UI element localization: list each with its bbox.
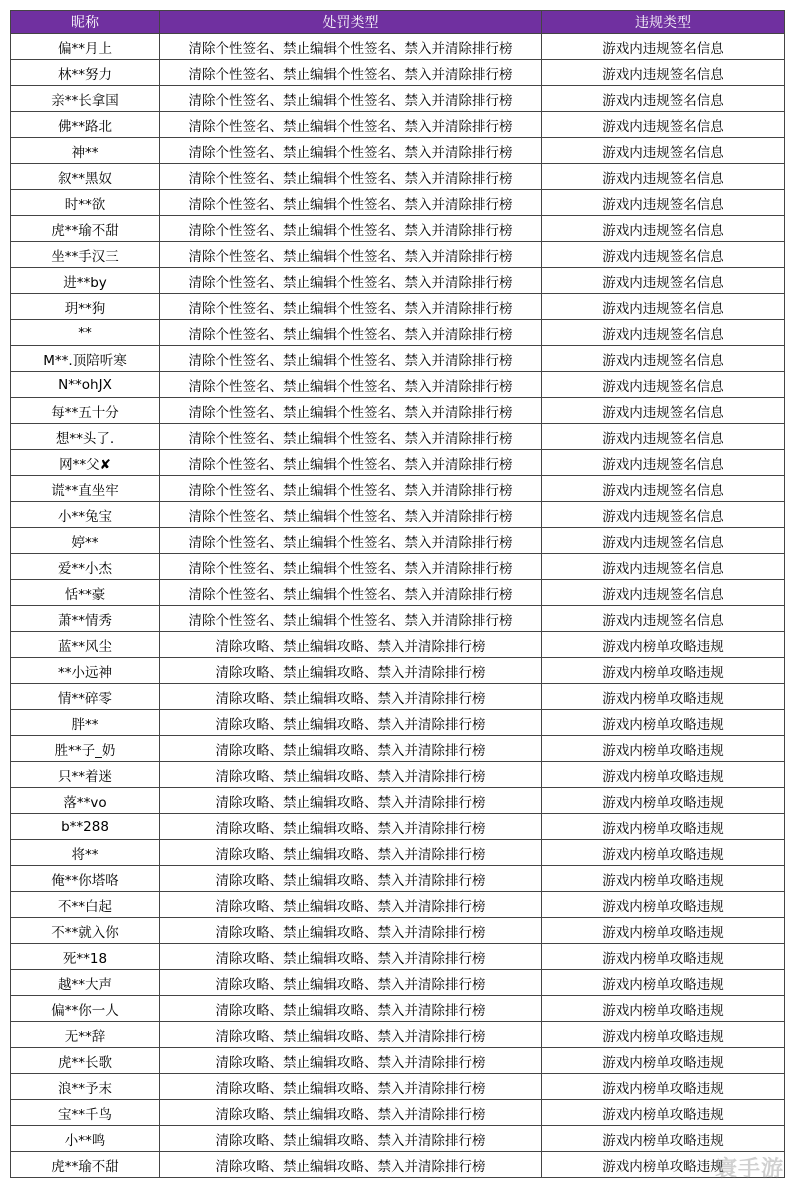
table-row bbox=[11, 190, 785, 216]
cell-penalty-type: 清除攻略、禁止编辑攻略、禁入并清除排行榜 bbox=[160, 658, 542, 684]
cell-penalty-type: 清除个性签名、禁止编辑个性签名、禁入并清除排行榜 bbox=[160, 424, 542, 450]
table-row bbox=[11, 164, 785, 190]
cell-nickname: 虎**瑜不甜 bbox=[11, 216, 160, 242]
cell-nickname: 只**着迷 bbox=[11, 762, 160, 788]
cell-nickname: 偏**月上 bbox=[11, 34, 160, 60]
cell-penalty-type: 清除攻略、禁止编辑攻略、禁入并清除排行榜 bbox=[160, 918, 542, 944]
table-row bbox=[11, 346, 785, 372]
table-row bbox=[11, 918, 785, 944]
cell-penalty-type: 清除攻略、禁止编辑攻略、禁入并清除排行榜 bbox=[160, 684, 542, 710]
cell-nickname: 想**头了. bbox=[11, 424, 160, 450]
cell-penalty-type: 清除攻略、禁止编辑攻略、禁入并清除排行榜 bbox=[160, 762, 542, 788]
cell-penalty-type: 清除攻略、禁止编辑攻略、禁入并清除排行榜 bbox=[160, 1048, 542, 1074]
cell-penalty-type: 清除个性签名、禁止编辑个性签名、禁入并清除排行榜 bbox=[160, 60, 542, 86]
cell-penalty-type: 清除个性签名、禁止编辑个性签名、禁入并清除排行榜 bbox=[160, 112, 542, 138]
table-row bbox=[11, 554, 785, 580]
cell-penalty-type: 清除攻略、禁止编辑攻略、禁入并清除排行榜 bbox=[160, 840, 542, 866]
cell-penalty-type: 清除个性签名、禁止编辑个性签名、禁入并清除排行榜 bbox=[160, 372, 542, 398]
table-row bbox=[11, 788, 785, 814]
cell-nickname: 林**努力 bbox=[11, 60, 160, 86]
cell-penalty-type: 清除攻略、禁止编辑攻略、禁入并清除排行榜 bbox=[160, 1074, 542, 1100]
table-row bbox=[11, 658, 785, 684]
cell-nickname: 不**白起 bbox=[11, 892, 160, 918]
cell-penalty-type: 清除个性签名、禁止编辑个性签名、禁入并清除排行榜 bbox=[160, 502, 542, 528]
table-row bbox=[11, 1152, 785, 1178]
table-row bbox=[11, 242, 785, 268]
cell-penalty-type: 清除个性签名、禁止编辑个性签名、禁入并清除排行榜 bbox=[160, 320, 542, 346]
cell-penalty-type: 清除个性签名、禁止编辑个性签名、禁入并清除排行榜 bbox=[160, 242, 542, 268]
cell-nickname: 越**大声 bbox=[11, 970, 160, 996]
cell-penalty-type: 清除个性签名、禁止编辑个性签名、禁入并清除排行榜 bbox=[160, 450, 542, 476]
cell-nickname: ** bbox=[11, 320, 160, 346]
table-row bbox=[11, 294, 785, 320]
cell-penalty-type: 清除个性签名、禁止编辑个性签名、禁入并清除排行榜 bbox=[160, 580, 542, 606]
table-row bbox=[11, 944, 785, 970]
cell-violation-type: 游戏内违规签名信息 bbox=[542, 476, 785, 502]
cell-nickname: 婷** bbox=[11, 528, 160, 554]
cell-violation-type: 游戏内违规签名信息 bbox=[542, 606, 785, 632]
cell-violation-type: 游戏内违规签名信息 bbox=[542, 372, 785, 398]
cell-violation-type: 游戏内榜单攻略违规 bbox=[542, 866, 785, 892]
table-row bbox=[11, 372, 785, 398]
cell-violation-type: 游戏内违规签名信息 bbox=[542, 294, 785, 320]
cell-nickname: 虎**长歌 bbox=[11, 1048, 160, 1074]
table-row bbox=[11, 34, 785, 60]
cell-violation-type: 游戏内榜单攻略违规 bbox=[542, 892, 785, 918]
cell-penalty-type: 清除个性签名、禁止编辑个性签名、禁入并清除排行榜 bbox=[160, 554, 542, 580]
cell-nickname: **小远神 bbox=[11, 658, 160, 684]
cell-penalty-type: 清除攻略、禁止编辑攻略、禁入并清除排行榜 bbox=[160, 1022, 542, 1048]
table-row bbox=[11, 268, 785, 294]
cell-nickname: 每**五十分 bbox=[11, 398, 160, 424]
cell-violation-type: 游戏内违规签名信息 bbox=[542, 190, 785, 216]
cell-penalty-type: 清除个性签名、禁止编辑个性签名、禁入并清除排行榜 bbox=[160, 398, 542, 424]
table-row bbox=[11, 1126, 785, 1152]
cell-nickname: 神** bbox=[11, 138, 160, 164]
cell-violation-type: 游戏内榜单攻略违规 bbox=[542, 1126, 785, 1152]
cell-violation-type: 游戏内违规签名信息 bbox=[542, 138, 785, 164]
cell-violation-type: 游戏内违规签名信息 bbox=[542, 164, 785, 190]
table-row bbox=[11, 970, 785, 996]
cell-penalty-type: 清除个性签名、禁止编辑个性签名、禁入并清除排行榜 bbox=[160, 606, 542, 632]
cell-penalty-type: 清除个性签名、禁止编辑个性签名、禁入并清除排行榜 bbox=[160, 34, 542, 60]
cell-nickname: 时**欲 bbox=[11, 190, 160, 216]
cell-violation-type: 游戏内榜单攻略违规 bbox=[542, 736, 785, 762]
table-row bbox=[11, 528, 785, 554]
cell-penalty-type: 清除个性签名、禁止编辑个性签名、禁入并清除排行榜 bbox=[160, 294, 542, 320]
cell-penalty-type: 清除攻略、禁止编辑攻略、禁入并清除排行榜 bbox=[160, 736, 542, 762]
table-row bbox=[11, 398, 785, 424]
cell-violation-type: 游戏内违规签名信息 bbox=[542, 320, 785, 346]
cell-violation-type: 游戏内榜单攻略违规 bbox=[542, 996, 785, 1022]
cell-violation-type: 游戏内榜单攻略违规 bbox=[542, 840, 785, 866]
cell-violation-type: 游戏内榜单攻略违规 bbox=[542, 814, 785, 840]
table-row bbox=[11, 320, 785, 346]
table-row bbox=[11, 424, 785, 450]
watermark-logo: 寰手游 bbox=[714, 1157, 784, 1182]
cell-violation-type: 游戏内违规签名信息 bbox=[542, 216, 785, 242]
table-row bbox=[11, 1048, 785, 1074]
cell-nickname: 俺**你塔咯 bbox=[11, 866, 160, 892]
table-row bbox=[11, 814, 785, 840]
cell-nickname: 网**父✘ bbox=[11, 450, 160, 476]
cell-violation-type: 游戏内榜单攻略违规 bbox=[542, 1022, 785, 1048]
cell-violation-type: 游戏内榜单攻略违规 bbox=[542, 1048, 785, 1074]
cell-violation-type: 游戏内榜单攻略违规 bbox=[542, 970, 785, 996]
cell-penalty-type: 清除攻略、禁止编辑攻略、禁入并清除排行榜 bbox=[160, 1126, 542, 1152]
cell-violation-type: 游戏内违规签名信息 bbox=[542, 502, 785, 528]
cell-penalty-type: 清除攻略、禁止编辑攻略、禁入并清除排行榜 bbox=[160, 1100, 542, 1126]
cell-violation-type: 游戏内违规签名信息 bbox=[542, 242, 785, 268]
header-violation-type: 违规类型 bbox=[542, 11, 785, 34]
table-row bbox=[11, 840, 785, 866]
cell-nickname: 将** bbox=[11, 840, 160, 866]
cell-violation-type: 游戏内榜单攻略违规 bbox=[542, 658, 785, 684]
table-row bbox=[11, 580, 785, 606]
cell-nickname: 小**兔宝 bbox=[11, 502, 160, 528]
cell-nickname: 叙**黑奴 bbox=[11, 164, 160, 190]
cell-violation-type: 游戏内违规签名信息 bbox=[542, 112, 785, 138]
cell-penalty-type: 清除个性签名、禁止编辑个性签名、禁入并清除排行榜 bbox=[160, 164, 542, 190]
cell-nickname: 偏**你一人 bbox=[11, 996, 160, 1022]
cell-violation-type: 游戏内违规签名信息 bbox=[542, 268, 785, 294]
cell-nickname: 玥**狗 bbox=[11, 294, 160, 320]
cell-penalty-type: 清除个性签名、禁止编辑个性签名、禁入并清除排行榜 bbox=[160, 476, 542, 502]
table-row bbox=[11, 450, 785, 476]
cell-violation-type: 游戏内榜单攻略违规 bbox=[542, 1152, 785, 1178]
cell-violation-type: 游戏内榜单攻略违规 bbox=[542, 1074, 785, 1100]
cell-penalty-type: 清除个性签名、禁止编辑个性签名、禁入并清除排行榜 bbox=[160, 346, 542, 372]
cell-violation-type: 游戏内违规签名信息 bbox=[542, 554, 785, 580]
cell-nickname: b**288 bbox=[11, 814, 160, 840]
table-row bbox=[11, 1022, 785, 1048]
cell-nickname: 恬**豪 bbox=[11, 580, 160, 606]
table-row bbox=[11, 476, 785, 502]
cell-nickname: 进**by bbox=[11, 268, 160, 294]
cell-violation-type: 游戏内榜单攻略违规 bbox=[542, 1100, 785, 1126]
table-row bbox=[11, 216, 785, 242]
table-row bbox=[11, 762, 785, 788]
table-row bbox=[11, 112, 785, 138]
cell-nickname: 虎**瑜不甜 bbox=[11, 1152, 160, 1178]
cell-nickname: 坐**手汉三 bbox=[11, 242, 160, 268]
cell-penalty-type: 清除个性签名、禁止编辑个性签名、禁入并清除排行榜 bbox=[160, 86, 542, 112]
cell-nickname: 无**辞 bbox=[11, 1022, 160, 1048]
cell-penalty-type: 清除攻略、禁止编辑攻略、禁入并清除排行榜 bbox=[160, 866, 542, 892]
cell-nickname: 不**就入你 bbox=[11, 918, 160, 944]
cell-violation-type: 游戏内榜单攻略违规 bbox=[542, 788, 785, 814]
cell-penalty-type: 清除攻略、禁止编辑攻略、禁入并清除排行榜 bbox=[160, 788, 542, 814]
table-row bbox=[11, 86, 785, 112]
header-penalty-type: 处罚类型 bbox=[160, 11, 542, 34]
cell-penalty-type: 清除攻略、禁止编辑攻略、禁入并清除排行榜 bbox=[160, 944, 542, 970]
cell-violation-type: 游戏内榜单攻略违规 bbox=[542, 762, 785, 788]
cell-violation-type: 游戏内违规签名信息 bbox=[542, 398, 785, 424]
table-row bbox=[11, 996, 785, 1022]
cell-nickname: 亲**长拿国 bbox=[11, 86, 160, 112]
table-row bbox=[11, 892, 785, 918]
table-row bbox=[11, 138, 785, 164]
table-row bbox=[11, 736, 785, 762]
cell-nickname: 死**18 bbox=[11, 944, 160, 970]
table-row bbox=[11, 684, 785, 710]
cell-violation-type: 游戏内违规签名信息 bbox=[542, 34, 785, 60]
cell-violation-type: 游戏内违规签名信息 bbox=[542, 528, 785, 554]
cell-violation-type: 游戏内违规签名信息 bbox=[542, 450, 785, 476]
header-nickname: 昵称 bbox=[11, 11, 160, 34]
cell-penalty-type: 清除攻略、禁止编辑攻略、禁入并清除排行榜 bbox=[160, 892, 542, 918]
table-row bbox=[11, 502, 785, 528]
cell-penalty-type: 清除攻略、禁止编辑攻略、禁入并清除排行榜 bbox=[160, 632, 542, 658]
table-row bbox=[11, 1074, 785, 1100]
cell-penalty-type: 清除个性签名、禁止编辑个性签名、禁入并清除排行榜 bbox=[160, 138, 542, 164]
cell-nickname: 胜**子_奶 bbox=[11, 736, 160, 762]
cell-nickname: 落**vo bbox=[11, 788, 160, 814]
cell-penalty-type: 清除攻略、禁止编辑攻略、禁入并清除排行榜 bbox=[160, 1152, 542, 1178]
table-header bbox=[11, 11, 785, 34]
header-row bbox=[11, 11, 785, 34]
table-row bbox=[11, 606, 785, 632]
table-row bbox=[11, 632, 785, 658]
cell-violation-type: 游戏内违规签名信息 bbox=[542, 346, 785, 372]
cell-violation-type: 游戏内榜单攻略违规 bbox=[542, 710, 785, 736]
penalty-table bbox=[10, 10, 785, 1178]
table-row bbox=[11, 710, 785, 736]
cell-nickname: 谎**直坐牢 bbox=[11, 476, 160, 502]
cell-violation-type: 游戏内榜单攻略违规 bbox=[542, 632, 785, 658]
cell-nickname: M**.顶陪听寒 bbox=[11, 346, 160, 372]
table-body bbox=[11, 34, 785, 1178]
cell-penalty-type: 清除攻略、禁止编辑攻略、禁入并清除排行榜 bbox=[160, 710, 542, 736]
table-row bbox=[11, 60, 785, 86]
cell-nickname: 情**碎零 bbox=[11, 684, 160, 710]
cell-penalty-type: 清除个性签名、禁止编辑个性签名、禁入并清除排行榜 bbox=[160, 216, 542, 242]
cell-nickname: N**ohJX bbox=[11, 372, 160, 398]
cell-violation-type: 游戏内违规签名信息 bbox=[542, 86, 785, 112]
cell-penalty-type: 清除个性签名、禁止编辑个性签名、禁入并清除排行榜 bbox=[160, 528, 542, 554]
cell-violation-type: 游戏内榜单攻略违规 bbox=[542, 684, 785, 710]
cell-nickname: 佛**路北 bbox=[11, 112, 160, 138]
cell-violation-type: 游戏内榜单攻略违规 bbox=[542, 944, 785, 970]
cell-penalty-type: 清除攻略、禁止编辑攻略、禁入并清除排行榜 bbox=[160, 970, 542, 996]
cell-penalty-type: 清除攻略、禁止编辑攻略、禁入并清除排行榜 bbox=[160, 814, 542, 840]
cell-nickname: 胖** bbox=[11, 710, 160, 736]
cell-violation-type: 游戏内违规签名信息 bbox=[542, 60, 785, 86]
cell-violation-type: 游戏内违规签名信息 bbox=[542, 424, 785, 450]
cell-nickname: 浪**予末 bbox=[11, 1074, 160, 1100]
cell-nickname: 蓝**风尘 bbox=[11, 632, 160, 658]
table-row bbox=[11, 866, 785, 892]
cell-nickname: 萧**情秀 bbox=[11, 606, 160, 632]
cell-nickname: 爱**小杰 bbox=[11, 554, 160, 580]
cell-violation-type: 游戏内榜单攻略违规 bbox=[542, 918, 785, 944]
table-row bbox=[11, 1100, 785, 1126]
cell-violation-type: 游戏内违规签名信息 bbox=[542, 580, 785, 606]
cell-nickname: 宝**千鸟 bbox=[11, 1100, 160, 1126]
cell-nickname: 小**鸣 bbox=[11, 1126, 160, 1152]
cell-penalty-type: 清除个性签名、禁止编辑个性签名、禁入并清除排行榜 bbox=[160, 268, 542, 294]
cell-penalty-type: 清除个性签名、禁止编辑个性签名、禁入并清除排行榜 bbox=[160, 190, 542, 216]
cell-penalty-type: 清除攻略、禁止编辑攻略、禁入并清除排行榜 bbox=[160, 996, 542, 1022]
